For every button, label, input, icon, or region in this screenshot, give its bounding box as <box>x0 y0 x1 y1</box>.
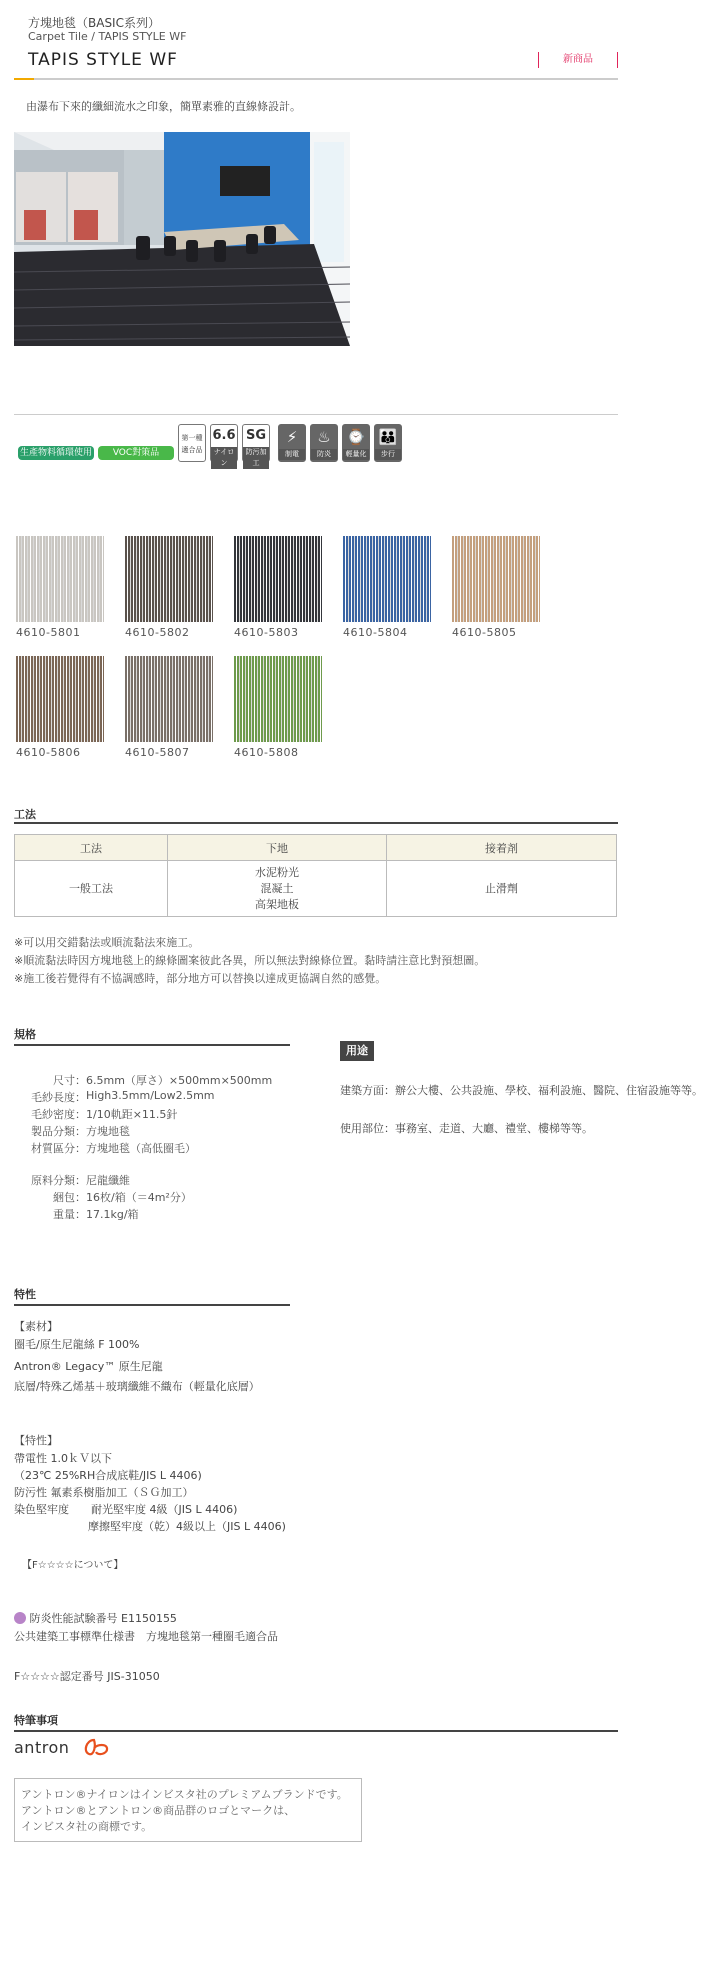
material-line: 圈毛/原生尼龍絲 F 100% <box>14 1338 140 1351</box>
swatch-code: 4610-5804 <box>343 626 408 639</box>
nylon-caption: ナイロン <box>211 447 237 469</box>
walk-badge <box>374 424 402 462</box>
method-heading: 工法 <box>14 808 36 821</box>
room-photo <box>14 132 350 346</box>
nylon-badge <box>210 424 238 467</box>
trademark-line: アントロン®ナイロンはインビスタ社のプレミアムブランドです。 <box>21 1788 348 1801</box>
antron-logo-mark <box>80 1736 110 1761</box>
base-cell <box>168 861 387 917</box>
property-line: 帶電性 1.0ｋＶ以下 <box>14 1452 112 1465</box>
method-table <box>14 834 617 917</box>
grade-badge <box>178 424 206 462</box>
swatch-code: 4610-5807 <box>125 746 190 759</box>
spec-value: 6.5mm（厚さ）×500mm×500mm <box>86 1074 273 1087</box>
fire-test-line <box>14 1610 177 1626</box>
scale-icon: ⌚ <box>346 428 366 446</box>
method-note: ※順流黏法時因方塊地毯上的線條圖案彼此各異，所以無法對線條位置。黏時請注意比對預想圖。 <box>14 954 486 967</box>
special-heading-rule <box>14 1730 618 1732</box>
public-standard-line: 公共建築工事標準仕様書 方塊地毯第一種圈毛適合品 <box>14 1630 278 1643</box>
fire-badge <box>310 424 338 462</box>
sg-caption: 防污加工 <box>243 447 269 469</box>
usage-area: 使用部位：事務室、走道、大廳、禮堂、樓梯等等。 <box>340 1122 593 1135</box>
spec-value: 尼龍纖維 <box>86 1174 130 1187</box>
swatch-code: 4610-5802 <box>125 626 190 639</box>
property-line: 摩擦堅牢度（乾）4級以上（JIS L 4406) <box>88 1520 286 1533</box>
spec-value: 17.1kg/箱 <box>86 1208 139 1221</box>
eco-badge: 生產物料循環使用 <box>19 448 92 458</box>
spec-key: 重量： <box>53 1208 86 1221</box>
method-heading-rule <box>14 822 618 824</box>
walk-caption: 步行 <box>375 449 401 460</box>
swatch-4610-5804[interactable] <box>343 536 431 622</box>
adhesive-cell: 止滑劑 <box>387 861 617 917</box>
antistatic-badge <box>278 424 306 462</box>
spec-value: High3.5mm/Low2.5mm <box>86 1089 215 1102</box>
method-col-header: 工法 <box>15 835 168 861</box>
nylon-value: 6.6 <box>212 428 236 443</box>
spec-key: 原料分類： <box>31 1174 86 1187</box>
swatch-code: 4610-5806 <box>16 746 81 759</box>
base-line: 水泥粉光 <box>255 865 299 879</box>
trademark-note-box <box>14 1778 362 1842</box>
spec-key: 尺寸： <box>53 1074 86 1087</box>
trademark-line: インビスタ社の商標です。 <box>21 1820 153 1833</box>
property-title: 【特性】 <box>14 1434 58 1447</box>
spec-heading-rule <box>14 1044 290 1046</box>
property-line: 防污性 氟素系樹脂加工（ＳＧ加工） <box>14 1486 194 1499</box>
spec-key: 材質區分： <box>31 1142 86 1155</box>
sg-badge <box>242 424 270 467</box>
swatch-4610-5801[interactable] <box>16 536 104 622</box>
usage-building: 建築方面：辦公大樓、公共設施、學校、福利設施、醫院、住宿設施等等。 <box>340 1084 703 1097</box>
title-divider <box>14 78 618 80</box>
trademark-line: アントロン®とアントロン®商品群のロゴとマークは、 <box>21 1804 296 1817</box>
section-divider <box>14 414 618 415</box>
page-title: TAPIS STYLE WF <box>28 50 178 70</box>
lightning-icon: ⚡ <box>286 428 298 446</box>
swatch-code: 4610-5803 <box>234 626 299 639</box>
spec-value: 方塊地毯 <box>86 1125 130 1138</box>
antistatic-caption: 制電 <box>279 449 305 460</box>
base-col-header: 下地 <box>168 835 387 861</box>
antron-logo-text: antron <box>14 1738 70 1757</box>
title-divider-accent <box>14 78 34 80</box>
sg-value: SG <box>245 428 267 443</box>
features-heading: 特性 <box>14 1288 36 1301</box>
fire-mark-icon <box>14 1612 26 1624</box>
material-line: 底層/特殊乙烯基＋玻璃纖維不織布（輕量化底層） <box>14 1380 260 1393</box>
lightweight-caption: 輕量化 <box>343 449 369 460</box>
grade-badge-top: 第一種 <box>181 434 203 442</box>
spec-key: 毛紗長度： <box>31 1091 86 1104</box>
base-line: 混凝土 <box>260 881 294 895</box>
people-icon: 👪 <box>378 428 398 446</box>
property-line: （23℃ 25%RH合成底鞋/JIS L 4406) <box>14 1469 202 1482</box>
property-line: 染色堅牢度 耐光堅牢度 4級（JIS L 4406) <box>14 1503 238 1516</box>
features-heading-rule <box>14 1304 290 1306</box>
base-line: 高架地板 <box>255 897 299 911</box>
fstar-note: 【F☆☆☆☆について】 <box>22 1560 124 1571</box>
swatch-4610-5802[interactable] <box>125 536 213 622</box>
material-line: Antron® Legacy™ 原生尼龍 <box>14 1360 163 1373</box>
spec-key: 毛紗密度： <box>31 1108 86 1121</box>
spec-value: 16枚/箱（＝4m²分） <box>86 1191 192 1204</box>
room-photo-illustration <box>14 132 350 346</box>
swatch-4610-5805[interactable] <box>452 536 540 622</box>
swatch-code: 4610-5801 <box>16 626 81 639</box>
special-heading: 特筆事項 <box>14 1714 58 1727</box>
material-title: 【素材】 <box>14 1320 58 1333</box>
fire-test-text: 防炎性能試験番号 E1150155 <box>29 1612 177 1625</box>
swatch-code: 4610-5805 <box>452 626 517 639</box>
fire-caption: 防炎 <box>311 449 337 460</box>
usage-tag: 用途 <box>340 1041 374 1061</box>
swatch-4610-5808[interactable] <box>234 656 322 742</box>
voc-badge: VOC對策品 <box>98 446 174 460</box>
new-product-badge: 新商品 <box>538 52 618 68</box>
category-en: Carpet Tile / TAPIS STYLE WF <box>28 30 187 43</box>
method-note: ※施工後若覺得有不協調感時，部分地方可以替換以達成更協調自然的感覺。 <box>14 972 387 985</box>
certification-line: F☆☆☆☆認定番号 JIS-31050 <box>14 1670 160 1683</box>
grade-badge-bottom: 適合品 <box>181 446 203 454</box>
lightweight-badge <box>342 424 370 462</box>
category-jp: 方塊地毯（BASIC系列） <box>28 16 160 30</box>
spec-key: 綑包： <box>53 1191 86 1204</box>
adhesive-col-header: 接着剤 <box>387 835 617 861</box>
swatch-4610-5807[interactable] <box>125 656 213 742</box>
method-note: ※可以用交錯黏法或順流黏法來施工。 <box>14 936 200 949</box>
spec-key: 製品分類： <box>31 1125 86 1138</box>
spec-heading: 規格 <box>14 1028 36 1041</box>
spec-value: 1/10軌距×11.5針 <box>86 1108 178 1121</box>
spec-value: 方塊地毯（高低圈毛） <box>86 1142 196 1155</box>
swatch-code: 4610-5808 <box>234 746 299 759</box>
swatch-4610-5803[interactable] <box>234 536 322 622</box>
intro-text: 由瀑布下來的纖細流水之印象，簡單素雅的直線條設計。 <box>26 100 301 113</box>
swatch-4610-5806[interactable] <box>16 656 104 742</box>
method-cell: 一般工法 <box>15 861 168 917</box>
flame-icon: ♨ <box>317 428 331 446</box>
